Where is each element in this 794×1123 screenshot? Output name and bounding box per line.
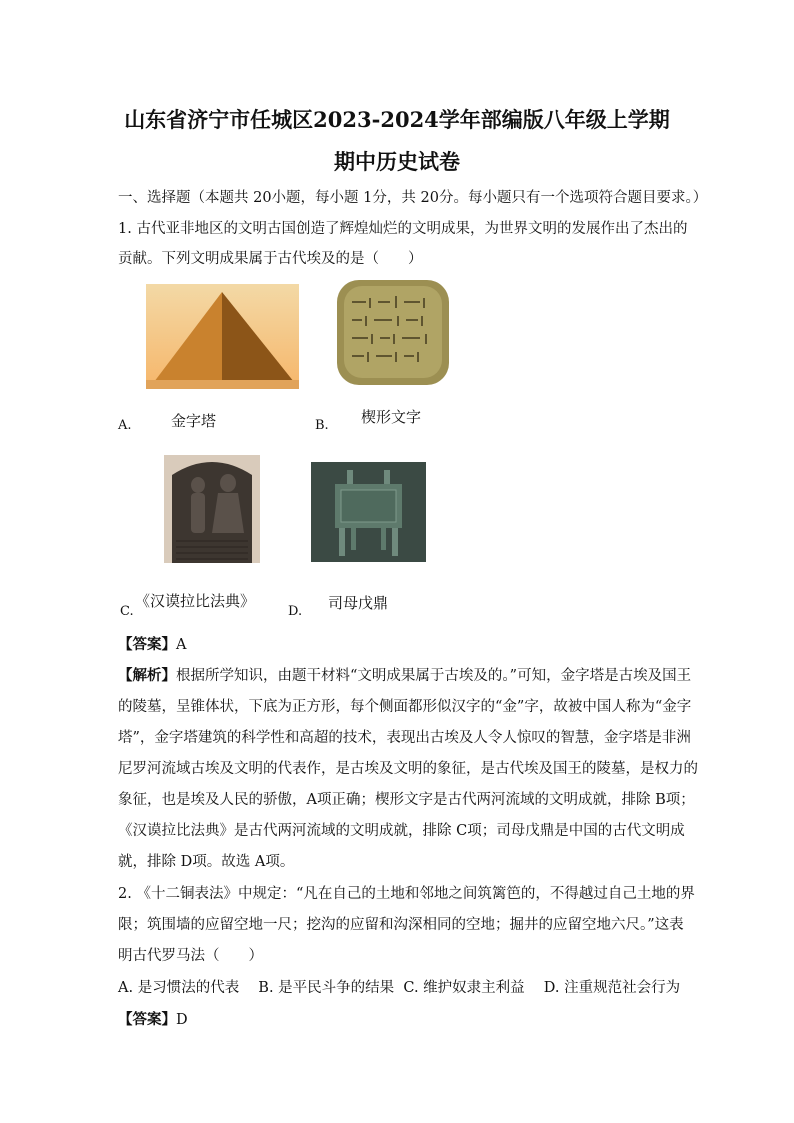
q2-stem-line: 明古代罗马法（ ） <box>118 948 263 964</box>
q1-stem-line2: 贡献。下列文明成果属于古代埃及的是（ ） <box>118 251 423 267</box>
hammurabi-stele-image <box>164 455 260 563</box>
option-a-caption: 金字塔 <box>171 412 217 430</box>
pyramid-image <box>146 284 299 389</box>
q1-analysis-line: 的陵墓，呈锥体状，下底为正方形，每个侧面都形似汉字的“金”字，故被中国人称为“金字 <box>118 699 692 715</box>
section-header: 一、选择题（本题共 20小题，每小题 1分，共 20分。每小题只有一个选项符合题目要求。） <box>118 190 708 206</box>
page-title: 山东省济宁市任城区2023-2024学年部编版八年级上学期 <box>124 107 670 132</box>
option-b-letter: B. <box>315 418 329 433</box>
option-a-letter: A. <box>118 418 132 433</box>
q1-stem-line1: 1. 古代亚非地区的文明古国创造了辉煌灿烂的文明成果，为世界文明的发展作出了杰出的 <box>118 221 688 237</box>
q2-answer: 【答案】D <box>118 1011 188 1028</box>
page-subtitle: 期中历史试卷 <box>334 149 460 174</box>
q1-analysis-line: 《汉谟拉比法典》是古代两河流域的文明成就，排除 C项；司母戊鼎是中国的古代文明成 <box>118 823 685 839</box>
option-c-caption: 《汉谟拉比法典》 <box>135 592 256 610</box>
q1-analysis-line: 就，排除 D项。故选 A项。 <box>118 854 295 870</box>
q1-analysis-line: 尼罗河流域古埃及文明的代表作，是古埃及文明的象征，是古代埃及国王的陵墓，是权力的 <box>118 761 698 777</box>
option-d-letter: D. <box>288 604 303 619</box>
q1-answer: 【答案】A <box>118 636 187 653</box>
q1-analysis-line: 塔”，金字塔建筑的科学性和高超的技术，表现出古埃及人令人惊叹的智慧，金字塔是非洲 <box>118 730 691 746</box>
q2-stem-line: 2. 《十二铜表法》中规定：“凡在自己的土地和邻地之间筑篱笆的，不得越过自己土地的界 <box>118 886 695 902</box>
q2-options: A. 是习惯法的代表 B. 是平民斗争的结果 C. 维护奴隶主利益 D. 注重规范社会行为 <box>118 980 681 996</box>
option-b-caption: 楔形文字 <box>361 408 422 426</box>
q1-analysis-line: 象征，也是埃及人民的骄傲，A项正确；楔形文字是古代两河流域的文明成就，排除 B项； <box>118 792 695 808</box>
q1-analysis-line: 【解析】根据所学知识，由题干材料“文明成果属于古埃及的。”可知，金字塔是古埃及国王 <box>118 667 692 684</box>
cuneiform-tablet-image <box>330 276 456 391</box>
option-c-letter: C. <box>120 604 134 619</box>
q2-stem-line: 限；筑围墙的应留空地一尺；挖沟的应留和沟深相同的空地；掘井的应留空地六尺。”这表 <box>118 917 684 933</box>
option-d-caption: 司母戊鼎 <box>328 594 389 612</box>
simuwu-ding-image <box>311 462 426 562</box>
